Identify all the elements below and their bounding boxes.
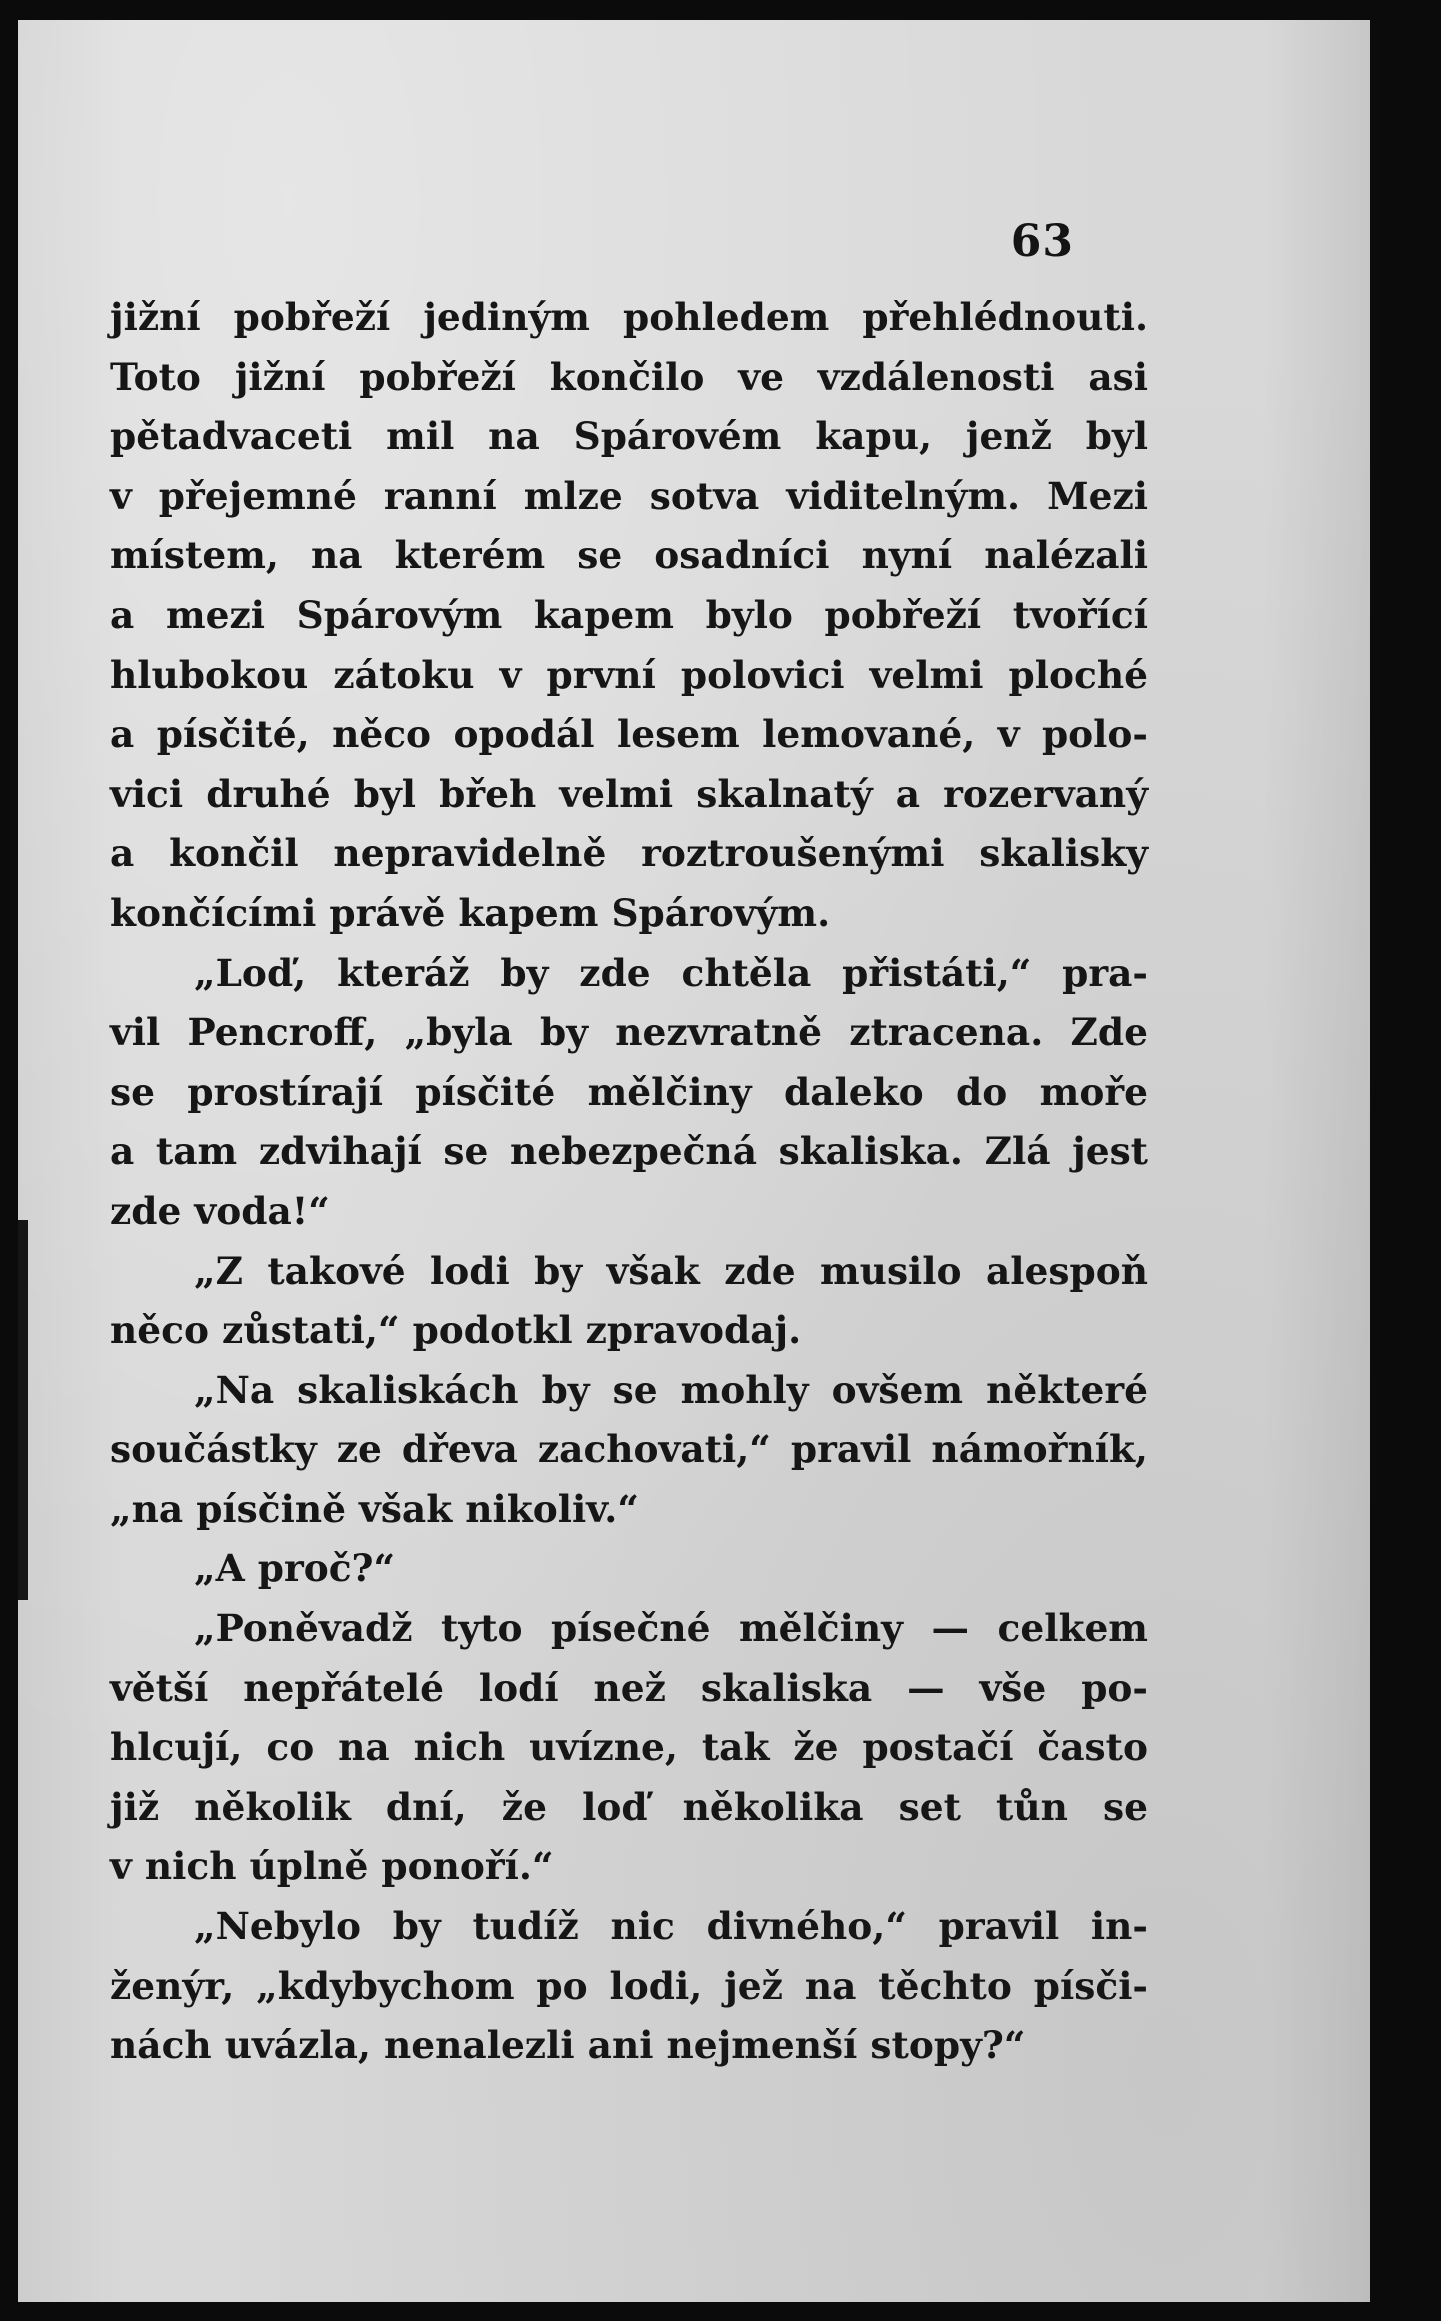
text-line: ženýr, „kdybychom po lodi, jež na těchto písči-: [110, 1963, 1148, 2008]
text-line: něco zůstati,“ podotkl zpravodaj.: [110, 1308, 802, 1353]
book-page: [18, 20, 1370, 2302]
text-line: „na písčině však nikoliv.“: [110, 1486, 639, 1531]
text-line: a tam zdvihají se nebezpečná skaliska. Zlá jest: [110, 1129, 1148, 1174]
text-line: „Nebylo by tudíž nic divného,“ pravil in-: [194, 1904, 1148, 1949]
text-line: vici druhé byl břeh velmi skalnatý a rozervaný: [110, 771, 1148, 816]
text-line: a písčité, něco opodál lesem lemované, v polo-: [110, 712, 1148, 757]
text-line: se prostírají písčité mělčiny daleko do moře: [110, 1069, 1148, 1114]
text-line: místem, na kterém se osadníci nyní nalézali: [110, 533, 1148, 578]
text-line: „Z takové lodi by však zde musilo alespoň: [194, 1248, 1148, 1293]
text-line: a mezi Spárovým kapem bylo pobřeží tvořící: [110, 592, 1148, 637]
text-line: hlcují, co na nich uvízne, tak že postačí často: [110, 1725, 1148, 1770]
text-line: v nich úplně ponoří.“: [110, 1844, 554, 1889]
text-line: větší nepřátelé lodí než skaliska — vše po-: [110, 1665, 1148, 1710]
text-line: a končil nepravidelně roztroušenými skalisky: [110, 831, 1148, 876]
text-line: „A proč?“: [194, 1546, 396, 1591]
body-text: [110, 288, 1148, 2076]
text-line: hlubokou zátoku v první polovici velmi ploché: [110, 652, 1148, 697]
text-line: již několik dní, že loď několika set tůn se: [110, 1784, 1148, 1829]
text-line: pětadvaceti mil na Spárovém kapu, jenž byl: [110, 414, 1148, 459]
text-line: jižní pobřeží jediným pohledem přehlédnouti.: [110, 295, 1148, 339]
page-number: 63: [1010, 216, 1074, 267]
text-line: v přejemné ranní mlze sotva viditelným. Mezi: [110, 473, 1148, 518]
text-line: „Loď, kteráž by zde chtěla přistáti,“ pra-: [194, 950, 1148, 995]
text-line: součástky ze dřeva zachovati,“ pravil námořník,: [110, 1427, 1148, 1472]
text-line: Toto jižní pobřeží končilo ve vzdálenosti asi: [110, 354, 1148, 399]
binding-shadow: [18, 1220, 28, 1600]
text-line: končícími právě kapem Spárovým.: [110, 890, 831, 935]
text-line: „Na skaliskách by se mohly ovšem některé: [194, 1367, 1148, 1412]
text-line: zde voda!“: [110, 1188, 330, 1233]
text-line: vil Pencroff, „byla by nezvratně ztracena. Zde: [110, 1010, 1148, 1055]
text-line: „Poněvadž tyto písečné mělčiny — celkem: [194, 1606, 1148, 1651]
text-line: nách uvázla, nenalezli ani nejmenší stopy?“: [110, 2023, 1026, 2068]
